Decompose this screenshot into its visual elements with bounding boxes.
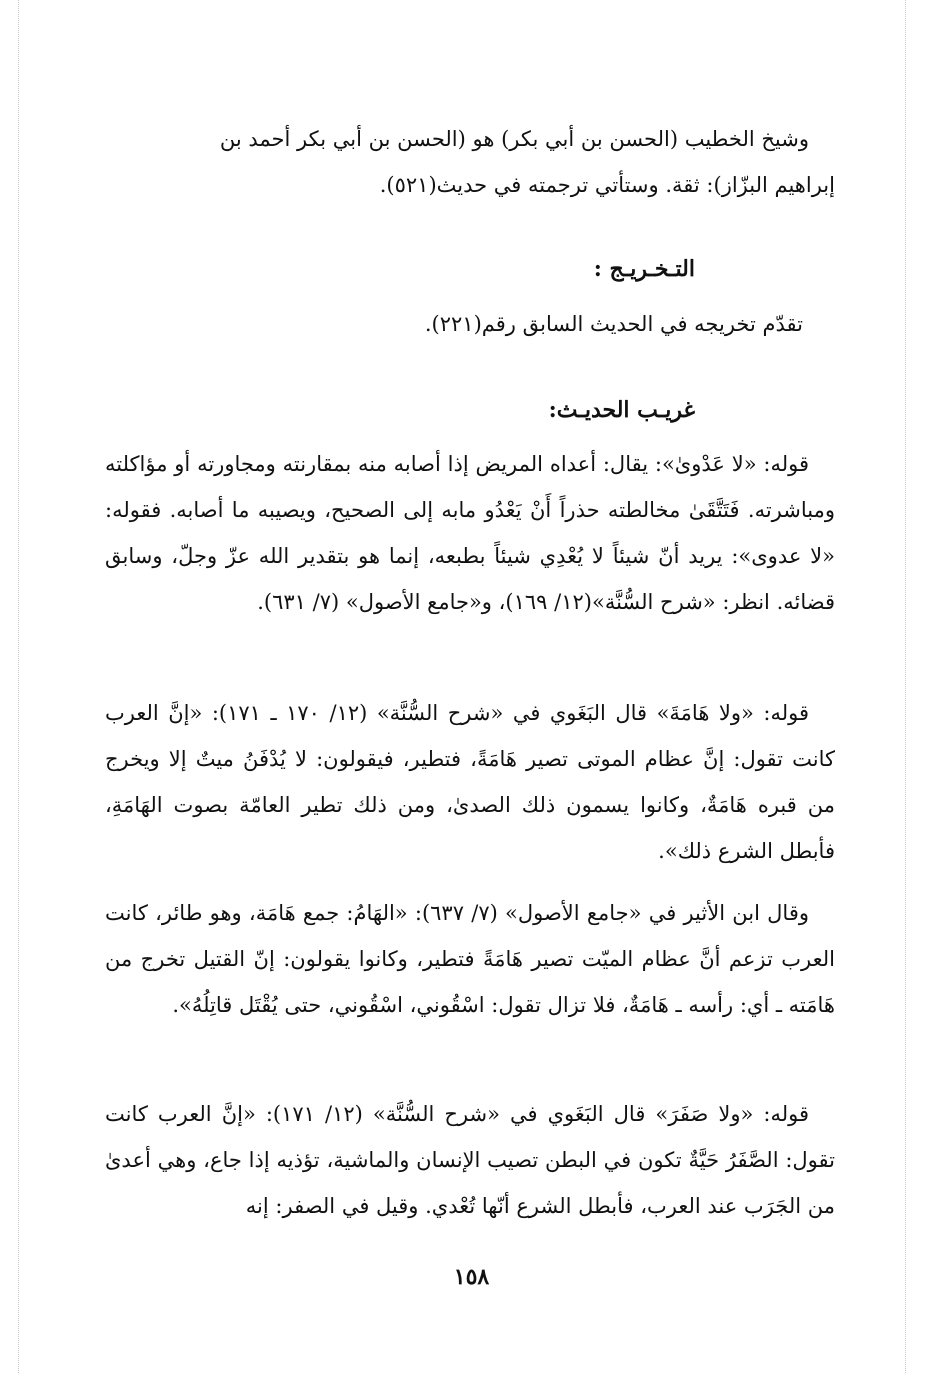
paragraph-la-hama: [105, 690, 835, 874]
intro-paragraph: [105, 116, 835, 208]
gharib-heading: غريـب الحديـث:: [548, 397, 695, 423]
paragraph-ibn-athir: [105, 890, 835, 1028]
left-margin-guide: [18, 0, 19, 1373]
takhrij-heading: التـخـريـج :: [593, 256, 695, 282]
takhrij-text: تقدّم تخريجه في الحديث السابق رقم(٢٢١).: [424, 312, 803, 336]
right-margin-guide: [905, 0, 906, 1373]
intro-line-1: وشيخ الخطيب (الحسن بن أبي بكر) هو (الحسن بن أبي بكر أحمد بن: [219, 127, 809, 151]
paragraph-text: قوله: «ولا صَفَرَ» قال البَغَوي في «شرح السُّنَّة» (١٢/ ١٧١): «إنَّ العرب كانت تقول: الصَّفَرُ حَيَّةٌ تكون في البطن تصيب الإنسان والماشية، تؤذيه إذا جاع، وهي أعدىٰ من الجَرَب عند العرب، فأبطل الشرع أنّها تُعْدي. وقيل في الصفر: إنه: [105, 1102, 835, 1218]
paragraph-la-safar: [105, 1091, 835, 1229]
intro-line-2: إبراهيم البزّاز): ثقة. وستأتي ترجمته في حديث(٥٢١).: [379, 173, 835, 197]
paragraph-text: قوله: «ولا هَامَةَ» قال البَغَوي في «شرح السُّنَّة» (١٢/ ١٧٠ ـ ١٧١): «إنَّ العرب كانت تقول: إنَّ عظام الموتى تصير هَامَةً، فتطير، فيقولون: لا يُدْفَنُ ميتٌ إلا ويخرج من قبره هَامَةٌ، وكانوا يسمون ذلك الصدىٰ، ومن ذلك تطير العامّة بصوت الهَامَةِ، فأبطل الشرع ذلك».: [105, 701, 835, 863]
paragraph-text: قوله: «لا عَدْوىٰ»: يقال: أعداه المريض إذا أصابه منه بمقارنته ومجاورته أو مؤاكلته ومباشرته. فَتَتَّقَىٰ مخالطته حذراً أَنْ يَعْدُو مابه إلى الصحيح، ويصيبه ما أصابه. فقوله: «لا عدوى»: يريد أنّ شيئاً لا يُعْدِي شيئاً بطبعه، إنما هو بتقدير الله عزّ وجلّ، وسابق قضائه. انظر: «شرح السُّنَّة»(١٢/ ١٦٩)، و«جامع الأصول» (٧/ ٦٣١).: [105, 452, 835, 614]
page-number: ١٥٨: [453, 1264, 490, 1290]
paragraph-la-adwa: [105, 441, 835, 625]
paragraph-text: وقال ابن الأثير في «جامع الأصول» (٧/ ٦٣٧): «الهَامُ: جمع هَامَة، وهو طائر، كانت العرب تزعم أنَّ عظام الميّت تصير هَامَةً فتطير، وكانوا يقولون: إنّ القتيل تخرج من هَامَته ـ أي: رأسه ـ هَامَةٌ، فلا تزال تقول: اسْقُوني، اسْقُوني، حتى يُقْتَل قاتِلُهُ».: [105, 901, 835, 1017]
